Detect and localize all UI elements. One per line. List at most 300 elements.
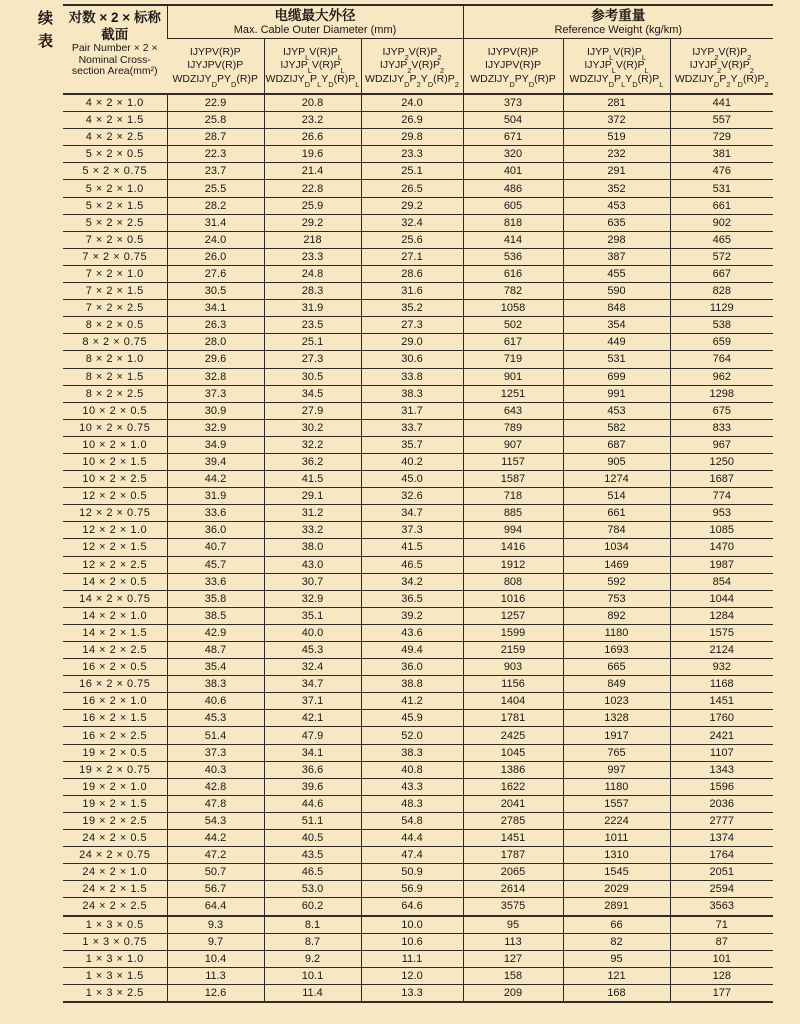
weight-value: 536: [463, 248, 563, 265]
diameter-value: 40.3: [167, 761, 264, 778]
table-row: [63, 539, 773, 556]
table-row: [63, 624, 773, 641]
weight-value: 352: [563, 180, 670, 197]
weight-value: 531: [563, 351, 670, 368]
weight-value: 2036: [670, 795, 773, 812]
diameter-value: 64.4: [167, 898, 264, 916]
weight-value: 502: [463, 317, 563, 334]
pair-title-en-line2: Nominal Cross-: [78, 53, 151, 66]
weight-value: 605: [463, 197, 563, 214]
diameter-value: 44.2: [167, 830, 264, 847]
weight-value: 892: [563, 607, 670, 624]
diameter-value: 46.5: [264, 864, 361, 881]
diameter-value: 27.3: [361, 317, 463, 334]
weight-value: 2891: [563, 898, 670, 916]
diameter-value: 24.8: [264, 265, 361, 282]
row-label: 19 × 2 × 2.5: [63, 812, 167, 829]
diameter-value: 11.1: [361, 950, 463, 967]
diameter-value: 25.9: [264, 197, 361, 214]
diameter-value: 22.3: [167, 146, 264, 163]
diameter-value: 25.6: [361, 231, 463, 248]
diameter-value: 35.8: [167, 590, 264, 607]
table-row: [63, 488, 773, 505]
weight-value: 1129: [670, 300, 773, 317]
table-row: [63, 163, 773, 180]
weight-value: 1470: [670, 539, 773, 556]
table-row: [63, 659, 773, 676]
weight-value: 1416: [463, 539, 563, 556]
row-label: 14 × 2 × 0.75: [63, 590, 167, 607]
table-row: [63, 283, 773, 300]
table-row: [63, 916, 773, 934]
pair-title-zh-line2: 截面: [101, 27, 129, 42]
diameter-value: 27.9: [264, 402, 361, 419]
pair-title-zh-line1: 对数 × 2 × 标称: [68, 10, 161, 25]
weight-value: 3575: [463, 898, 563, 916]
weight-value: 1912: [463, 556, 563, 573]
table-row: [63, 300, 773, 317]
diameter-value: 28.2: [167, 197, 264, 214]
diameter-value: 47.8: [167, 795, 264, 812]
diameter-value: 43.5: [264, 847, 361, 864]
diameter-value: 13.3: [361, 984, 463, 1002]
table-row: [63, 453, 773, 470]
diameter-value: 60.2: [264, 898, 361, 916]
weight-value: 903: [463, 659, 563, 676]
weight-value: 531: [670, 180, 773, 197]
diameter-value: 32.2: [264, 436, 361, 453]
weight-value: 848: [563, 300, 670, 317]
diameter-value: 33.6: [167, 505, 264, 522]
row-label: 12 × 2 × 0.75: [63, 505, 167, 522]
weight-value: 1156: [463, 676, 563, 693]
row-label: 8 × 2 × 1.5: [63, 368, 167, 385]
header-model-cell: IJYPV(R)P IJYJPV(R)P $WDZIJY_DPY_D(R)P$: [463, 39, 563, 95]
diameter-value: 54.3: [167, 812, 264, 829]
weight-value: 616: [463, 265, 563, 282]
diameter-value: 32.9: [167, 419, 264, 436]
weight-value: 665: [563, 659, 670, 676]
weight-value: 158: [463, 967, 563, 984]
weight-value: 962: [670, 368, 773, 385]
weight-value: 2041: [463, 795, 563, 812]
table-row: [63, 419, 773, 436]
weight-value: 2425: [463, 727, 563, 744]
diameter-value: 47.9: [264, 727, 361, 744]
row-label: 12 × 2 × 1.5: [63, 539, 167, 556]
weight-value: 381: [670, 146, 773, 163]
diameter-value: 34.7: [264, 676, 361, 693]
diameter-value: 30.9: [167, 402, 264, 419]
weight-value: 828: [670, 283, 773, 300]
row-label: 16 × 2 × 1.5: [63, 710, 167, 727]
row-label: 7 × 2 × 2.5: [63, 300, 167, 317]
diameter-value: 54.8: [361, 812, 463, 829]
row-label: 8 × 2 × 0.5: [63, 317, 167, 334]
weight-value: 718: [463, 488, 563, 505]
weight-value: 1987: [670, 556, 773, 573]
diameter-value: 9.2: [264, 950, 361, 967]
weight-value: 905: [563, 453, 670, 470]
table-row: [63, 231, 773, 248]
weight-value: 1023: [563, 693, 670, 710]
weight-value: 2029: [563, 881, 670, 898]
diameter-value: 39.2: [361, 607, 463, 624]
weight-value: 953: [670, 505, 773, 522]
diameter-value: 41.5: [264, 471, 361, 488]
weight-value: 659: [670, 334, 773, 351]
table-row: [63, 146, 773, 163]
diameter-value: 36.2: [264, 453, 361, 470]
table-row: [63, 573, 773, 590]
weight-value: 1596: [670, 778, 773, 795]
diameter-value: 35.2: [361, 300, 463, 317]
row-label: 14 × 2 × 2.5: [63, 642, 167, 659]
diameter-value: 28.7: [167, 129, 264, 146]
weight-value: 95: [563, 950, 670, 967]
weight-value: 557: [670, 112, 773, 129]
diameter-value: 32.8: [167, 368, 264, 385]
diameter-value: 44.6: [264, 795, 361, 812]
diameter-value: 9.3: [167, 916, 264, 934]
row-label: 1 × 3 × 0.5: [63, 916, 167, 934]
diameter-value: 50.7: [167, 864, 264, 881]
row-label: 10 × 2 × 0.5: [63, 402, 167, 419]
diameter-value: 51.1: [264, 812, 361, 829]
row-label: 1 × 3 × 0.75: [63, 933, 167, 950]
row-label: 1 × 3 × 1.0: [63, 950, 167, 967]
row-label: 8 × 2 × 2.5: [63, 385, 167, 402]
diameter-value: 38.5: [167, 607, 264, 624]
diameter-value: 11.4: [264, 984, 361, 1002]
weight-value: 617: [463, 334, 563, 351]
diameter-value: 48.3: [361, 795, 463, 812]
diameter-value: 36.0: [361, 659, 463, 676]
table-row: [63, 436, 773, 453]
weight-value: 1374: [670, 830, 773, 847]
diameter-value: 27.6: [167, 265, 264, 282]
weight-value: 3563: [670, 898, 773, 916]
weight-title-en: Reference Weight (kg/km): [554, 23, 683, 36]
row-label: 14 × 2 × 1.5: [63, 624, 167, 641]
table-row: [63, 505, 773, 522]
weight-value: 1687: [670, 471, 773, 488]
table-row: [63, 607, 773, 624]
diameter-value: 52.0: [361, 727, 463, 744]
row-label: 16 × 2 × 0.75: [63, 676, 167, 693]
table-row: [63, 214, 773, 231]
diameter-value: 12.6: [167, 984, 264, 1002]
weight-value: 1250: [670, 453, 773, 470]
weight-value: 907: [463, 436, 563, 453]
diameter-value: 45.9: [361, 710, 463, 727]
weight-value: 1328: [563, 710, 670, 727]
diameter-value: 49.4: [361, 642, 463, 659]
weight-value: 661: [563, 505, 670, 522]
diameter-value: 31.4: [167, 214, 264, 231]
weight-value: 1917: [563, 727, 670, 744]
table-row: [63, 317, 773, 334]
diameter-value: 43.0: [264, 556, 361, 573]
pair-title-en-line3: section Area(mm²): [71, 65, 158, 77]
row-label: 19 × 2 × 1.0: [63, 778, 167, 795]
weight-value: 1764: [670, 847, 773, 864]
diameter-value: 29.0: [361, 334, 463, 351]
diameter-value: 33.2: [264, 522, 361, 539]
weight-value: 1386: [463, 761, 563, 778]
weight-value: 2785: [463, 812, 563, 829]
diameter-value: 48.7: [167, 642, 264, 659]
weight-value: 572: [670, 248, 773, 265]
weight-value: 177: [670, 984, 773, 1002]
weight-value: 854: [670, 573, 773, 590]
weight-value: 2159: [463, 642, 563, 659]
diameter-value: 31.7: [361, 402, 463, 419]
weight-value: 2124: [670, 642, 773, 659]
diameter-value: 29.6: [167, 351, 264, 368]
weight-value: 1058: [463, 300, 563, 317]
weight-value: 441: [670, 94, 773, 112]
weight-value: 373: [463, 94, 563, 112]
diameter-value: 34.9: [167, 436, 264, 453]
diameter-value: 19.6: [264, 146, 361, 163]
row-label: 10 × 2 × 2.5: [63, 471, 167, 488]
diameter-value: 30.7: [264, 573, 361, 590]
weight-value: 465: [670, 231, 773, 248]
diameter-value: 43.3: [361, 778, 463, 795]
table-row: [63, 744, 773, 761]
weight-value: 719: [463, 351, 563, 368]
row-label: 16 × 2 × 1.0: [63, 693, 167, 710]
weight-value: 753: [563, 590, 670, 607]
weight-value: 298: [563, 231, 670, 248]
diameter-value: 25.1: [361, 163, 463, 180]
weight-value: 101: [670, 950, 773, 967]
weight-value: 455: [563, 265, 670, 282]
weight-value: 2421: [670, 727, 773, 744]
weight-value: 1587: [463, 471, 563, 488]
diameter-value: 53.0: [264, 881, 361, 898]
diameter-value: 10.4: [167, 950, 264, 967]
diameter-value: 45.7: [167, 556, 264, 573]
diameter-value: 29.1: [264, 488, 361, 505]
diameter-value: 27.1: [361, 248, 463, 265]
weight-value: 764: [670, 351, 773, 368]
table-row: [63, 556, 773, 573]
diameter-value: 39.6: [264, 778, 361, 795]
diameter-value: 10.0: [361, 916, 463, 934]
weight-value: 833: [670, 419, 773, 436]
row-label: 24 × 2 × 1.0: [63, 864, 167, 881]
diameter-value: 46.5: [361, 556, 463, 573]
diameter-value: 40.2: [361, 453, 463, 470]
weight-value: 1257: [463, 607, 563, 624]
table-row: [63, 881, 773, 898]
weight-value: 449: [563, 334, 670, 351]
weight-value: 66: [563, 916, 670, 934]
weight-value: 1274: [563, 471, 670, 488]
weight-value: 1168: [670, 676, 773, 693]
table-row: [63, 693, 773, 710]
diameter-value: 33.7: [361, 419, 463, 436]
weight-value: 590: [563, 283, 670, 300]
diameter-value: 41.5: [361, 539, 463, 556]
weight-value: 774: [670, 488, 773, 505]
row-label: 7 × 2 × 0.75: [63, 248, 167, 265]
row-label: 4 × 2 × 1.5: [63, 112, 167, 129]
weight-value: 82: [563, 933, 670, 950]
diameter-value: 25.1: [264, 334, 361, 351]
weight-value: 1451: [463, 830, 563, 847]
weight-value: 476: [670, 163, 773, 180]
diameter-value: 27.3: [264, 351, 361, 368]
diameter-value: 32.9: [264, 590, 361, 607]
header-group-row: [63, 5, 773, 39]
table-row: [63, 812, 773, 829]
diameter-value: 32.6: [361, 488, 463, 505]
row-label: 19 × 2 × 0.5: [63, 744, 167, 761]
weight-value: 1011: [563, 830, 670, 847]
row-label: 12 × 2 × 2.5: [63, 556, 167, 573]
weight-value: 95: [463, 916, 563, 934]
diameter-value: 44.4: [361, 830, 463, 847]
diameter-value: 36.5: [361, 590, 463, 607]
weight-value: 808: [463, 573, 563, 590]
diameter-value: 36.6: [264, 761, 361, 778]
weight-value: 291: [563, 163, 670, 180]
weight-value: 2614: [463, 881, 563, 898]
pair-title-en-line1: Pair Number × 2 ×: [71, 42, 158, 54]
row-label: 5 × 2 × 0.75: [63, 163, 167, 180]
header-model-cell: IJYPV(R)P IJYJPV(R)P $WDZIJY_DPY_D(R)P$: [172, 45, 259, 89]
weight-value: 2594: [670, 881, 773, 898]
diameter-value: 12.0: [361, 967, 463, 984]
diameter-value: 30.6: [361, 351, 463, 368]
diameter-value: 29.2: [264, 214, 361, 231]
weight-value: 486: [463, 180, 563, 197]
diameter-value: 42.9: [167, 624, 264, 641]
weight-value: 1343: [670, 761, 773, 778]
weight-value: 699: [563, 368, 670, 385]
weight-value: 453: [563, 402, 670, 419]
weight-value: 1575: [670, 624, 773, 641]
diameter-value: 23.7: [167, 163, 264, 180]
row-label: 19 × 2 × 1.5: [63, 795, 167, 812]
weight-value: 1157: [463, 453, 563, 470]
diameter-value: 37.3: [167, 744, 264, 761]
row-label: 4 × 2 × 1.0: [63, 94, 167, 112]
diameter-value: 29.2: [361, 197, 463, 214]
table-row: [63, 710, 773, 727]
table-row: [63, 642, 773, 659]
row-label: 5 × 2 × 1.0: [63, 180, 167, 197]
diameter-value: 35.7: [361, 436, 463, 453]
header-model-row: [63, 39, 773, 95]
diameter-value: 39.4: [167, 453, 264, 470]
row-label: 16 × 2 × 0.5: [63, 659, 167, 676]
table-row: [63, 522, 773, 539]
diameter-value: 33.8: [361, 368, 463, 385]
diameter-value: 30.5: [167, 283, 264, 300]
row-label: 7 × 2 × 0.5: [63, 231, 167, 248]
weight-value: 127: [463, 950, 563, 967]
diameter-value: 23.2: [264, 112, 361, 129]
row-label: 1 × 3 × 2.5: [63, 984, 167, 1002]
weight-value: 453: [563, 197, 670, 214]
diameter-value: 24.0: [167, 231, 264, 248]
weight-value: 87: [670, 933, 773, 950]
weight-value: 671: [463, 129, 563, 146]
table-row: [63, 676, 773, 693]
diameter-value: 35.1: [264, 607, 361, 624]
diameter-value: 56.9: [361, 881, 463, 898]
header-weight-group: [463, 5, 773, 39]
weight-value: 1310: [563, 847, 670, 864]
row-label: 12 × 2 × 0.5: [63, 488, 167, 505]
diameter-value: 26.9: [361, 112, 463, 129]
diameter-value: 23.3: [264, 248, 361, 265]
table-row: [63, 385, 773, 402]
diameter-value: 26.0: [167, 248, 264, 265]
weight-value: 932: [670, 659, 773, 676]
diameter-value: 30.2: [264, 419, 361, 436]
diameter-value: 31.9: [167, 488, 264, 505]
diameter-value: 36.0: [167, 522, 264, 539]
table-row: [63, 590, 773, 607]
table-row: [63, 864, 773, 881]
diameter-value: 30.5: [264, 368, 361, 385]
weight-value: 1016: [463, 590, 563, 607]
row-label: 5 × 2 × 0.5: [63, 146, 167, 163]
diameter-value: 38.0: [264, 539, 361, 556]
weight-value: 789: [463, 419, 563, 436]
weight-value: 401: [463, 163, 563, 180]
weight-value: 1044: [670, 590, 773, 607]
diameter-value: 21.4: [264, 163, 361, 180]
weight-value: 765: [563, 744, 670, 761]
weight-value: 902: [670, 214, 773, 231]
table-row: [63, 847, 773, 864]
weight-value: 2065: [463, 864, 563, 881]
weight-value: 994: [463, 522, 563, 539]
diameter-value: 32.4: [264, 659, 361, 676]
weight-value: 997: [563, 761, 670, 778]
diameter-title-en: Max. Cable Outer Diameter (mm): [233, 23, 397, 36]
diameter-value: 37.3: [167, 385, 264, 402]
weight-value: 1284: [670, 607, 773, 624]
weight-value: 1557: [563, 795, 670, 812]
diameter-value: 20.8: [264, 94, 361, 112]
weight-value: 1034: [563, 539, 670, 556]
weight-value: 71: [670, 916, 773, 934]
diameter-value: 25.8: [167, 112, 264, 129]
diameter-value: 23.5: [264, 317, 361, 334]
diameter-value: 42.8: [167, 778, 264, 795]
row-label: 24 × 2 × 1.5: [63, 881, 167, 898]
weight-value: 1180: [563, 624, 670, 641]
diameter-value: 23.3: [361, 146, 463, 163]
weight-value: 1469: [563, 556, 670, 573]
weight-value: 1404: [463, 693, 563, 710]
weight-value: 281: [563, 94, 670, 112]
weight-value: 128: [670, 967, 773, 984]
weight-value: 967: [670, 436, 773, 453]
diameter-value: 51.4: [167, 727, 264, 744]
table-row: [63, 197, 773, 214]
table-row: [63, 368, 773, 385]
diameter-value: 37.1: [264, 693, 361, 710]
row-label: 10 × 2 × 1.0: [63, 436, 167, 453]
